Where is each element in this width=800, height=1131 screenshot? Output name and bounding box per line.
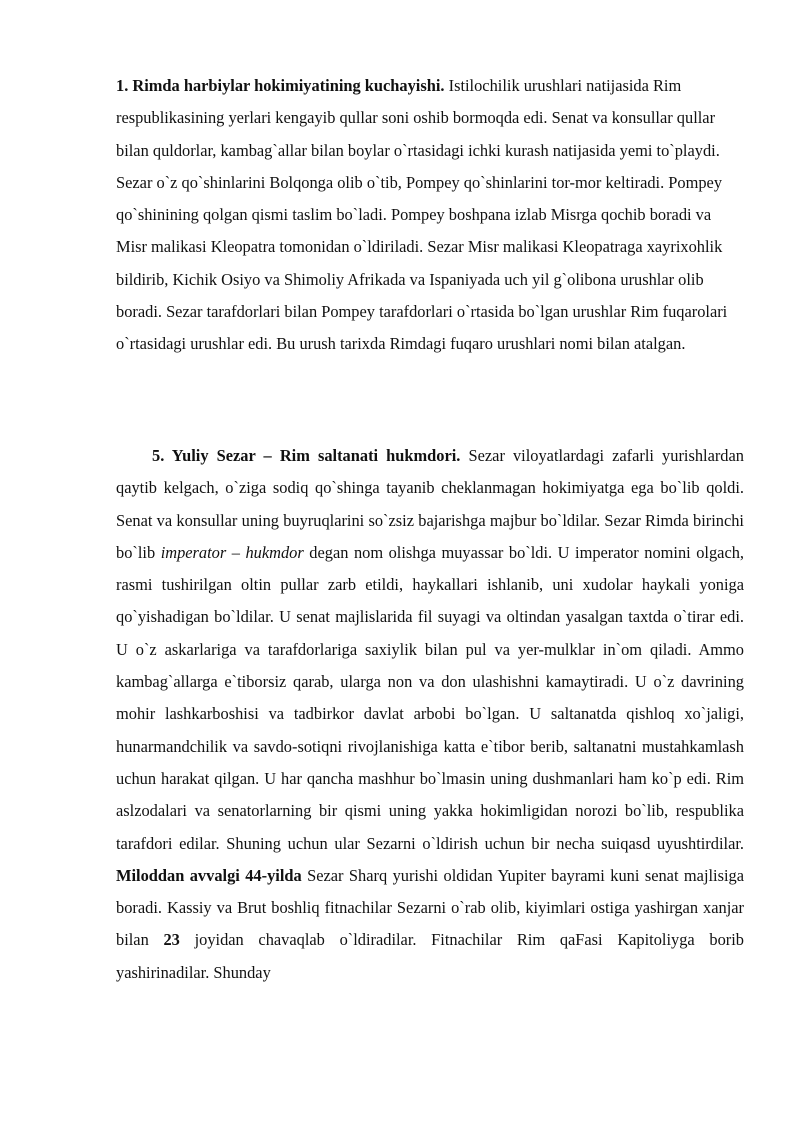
section-5-text-a: Sezar viloyatlardagi zafarli yurishlardan qaytib kelgach, o`ziga sodiq qo`shinga tayanib cheklanmagan hokimiyatga ega bo`lib qoldi. Senat va konsullar uning buyruqlarini so`zsiz bajarishga majbur bo`ldilar. Sezar Rimda birinchi bo`lib	[116, 446, 744, 562]
paragraph-section-1	[116, 70, 746, 361]
section-1-heading: 1. Rimda harbiylar hokimiyatining kuchayishi.	[116, 76, 445, 95]
section-5-italic-term: imperator – hukmdor	[160, 542, 304, 562]
section-5-date: Miloddan avvalgi 44-yilda	[116, 865, 302, 885]
section-5-number: 23	[163, 930, 180, 950]
section-5-text-d: joyidan chavaqlab o`ldiradilar. Fitnachilar Rim qaFasi Kapitoliyga borib yashirinadilar. Shunday	[116, 930, 744, 982]
section-1-text: Istilochilik urushlari natijasida Rim respublikasining yerlari kengayib qullar soni oshib bormoqda edi. Senat va konsullar qullar bilan quldorlar, kambag`allar bilan boylar o`rtasidagi ichki kurash natijasida yemi to`playdi. Sezar o`z qo`shinlarini Bolqonga olib o`tib, Pompey qo`shinlarini tor-mor keltiradi. Pompey qo`shinining qolgan qismi taslim bo`ladi. Pompey boshpana izlab Misrga qochib boradi va Misr malikasi Kleopatra tomonidan o`ldiriladi. Sezar Misr malikasi Kleopatraga xayrixohlik bildirib, Kichik Osiyo va Shimoliy Afrikada va Ispaniyada uch yil g`olibona urushlar olib boradi. Sezar tarafdorlari bilan Pompey tarafdorlari o`rtasida bo`lgan urushlar Rim fuqarolari o`rtasidagi urushlar edi. Bu urush tarixda Rimdagi fuqaro urushlari nomi bilan atalgan.	[116, 76, 728, 354]
section-5-text-b: degan nom olishga muyassar bo`ldi. U imperator nomini olgach, rasmi tushirilgan oltin pullar zarb etildi, haykallari ishlanib, uni xudolar haykali yoniga qo`yishadigan bo`ldilar. U senat majlislarida fil suyagi va oltindan yasalgan taxtda o`tirar edi. U o`z askarlariga va tarafdorlariga saxiylik bilan pul va yer-mulklar in`om qiladi. Ammo kambag`allarga e`tiborsiz qarab, ularga non va don ulashishni kamaytiradi. U o`z davrining mohir lashkarboshisi va tadbirkor davlat arbobi bo`lgan. U saltanatda qishloq xo`jaligi, hunarmandchilik va savdo-sotiqni rivojlanishiga katta e`tibor berib, saltanatni mustahkamlash uchun harakat qilgan. U har qancha mashhur bo`lmasin uning dushmanlari ham ko`p edi. Rim aslzodalari va senatorlarning bir qismi uning yakka hokimligidan norozi bo`lib, respublika tarafdori edilar. Shuning uchun ular Sezarni o`ldirish uchun bir necha suiqasd uyushtirdilar.	[116, 542, 745, 853]
section-5-text-c: Sezar Sharq yurishi oldidan Yupiter bayrami kuni senat majlisiga boradi. Kassiy va Brut boshliq fitnachilar Sezarni o`rab olib, kiyimlari ostiga yashirgan xanjar bilan	[116, 865, 745, 950]
paragraph-section-5	[116, 440, 744, 989]
section-5-heading: 5. Yuliy Sezar – Rim saltanati hukmdori.	[152, 446, 461, 465]
